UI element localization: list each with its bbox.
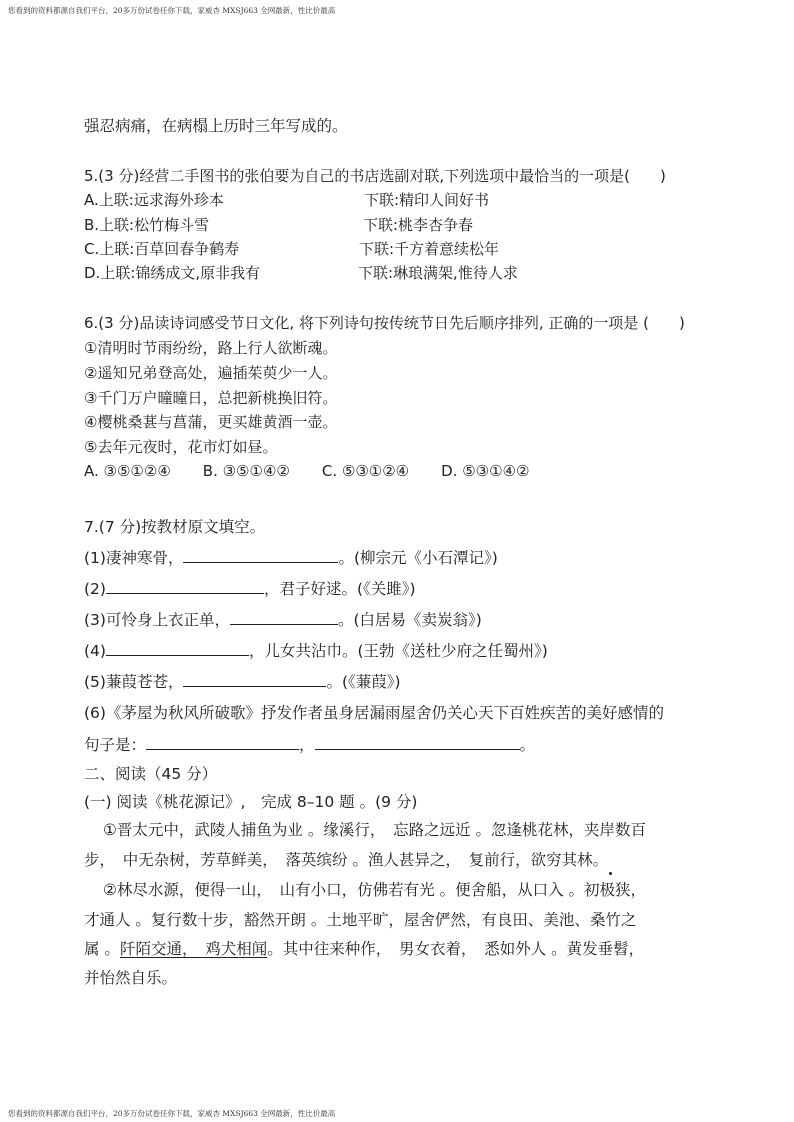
q7-blank-4[interactable] <box>106 641 249 656</box>
q7-item-6-period: 。 <box>519 736 536 754</box>
q5-option-a-up: A.上联:远求海外珍本 <box>84 191 224 209</box>
q7-item-6-answer <box>84 735 535 755</box>
q7-item-5-prefix: (5)蒹葭苍苍， <box>84 673 184 691</box>
q7-item-4 <box>84 641 548 661</box>
passage-line-4: 才通人 。复行数十步，豁然开朗 。土地平旷，屋舍俨然，有良田、美池、桑竹之 <box>84 911 637 929</box>
q7-item-1-source: 。(柳宗元《小石潭记》) <box>338 549 498 567</box>
q7-item-5-source: 。(《蒹葭》) <box>326 673 401 691</box>
q5-option-a <box>84 190 684 210</box>
q6-line-3: ③千门万户曈曈日，总把新桃换旧符。 <box>84 389 338 407</box>
reading-subheading: (一) 阅读《桃花源记》, 完成 8–10 题 。(9 分) <box>84 793 418 811</box>
q7-item-2-prefix: (2) <box>84 580 106 598</box>
passage-line-5 <box>84 939 644 959</box>
q7-item-2-source: ，君子好逑。(《关雎》) <box>263 580 416 598</box>
q6-stem: 6.(3 分)品读诗词感受节日文化, 将下列诗句按传统节日先后顺序排列, 正确的一项是 ( ) <box>84 314 685 332</box>
q7-blank-3[interactable] <box>230 610 338 625</box>
q7-item-3-prefix: (3)可怜身上衣正单， <box>84 611 230 629</box>
q7-item-6: (6)《茅屋为秋风所破歌》抒发作者虽身居漏雨屋舍仍关心天下百姓疾苦的美好感情的 <box>84 704 664 722</box>
passage-line-6: 并怡然自乐。 <box>84 969 178 987</box>
q5-option-d <box>84 263 684 283</box>
passage-line-2: 步， 中无杂树，芳草鲜美， 落英缤纷 。渔人甚异之， 复前行，欲穷其林。 <box>84 851 609 869</box>
q7-item-4-prefix: (4) <box>84 642 106 660</box>
emphasis-dot <box>609 872 612 875</box>
q6-option-a: A. ③⑤①②④ <box>84 462 171 480</box>
q5-option-d-up: D.上联:锦绣成文,原非我有 <box>84 264 261 282</box>
q6-line-2: ②遥知兄弟登高处，遍插茱萸少一人。 <box>84 364 338 382</box>
passage-line-3: ②林尽水源，便得一山， 山有小口，仿佛若有光 。便舍船，从口入 。初极狭， <box>103 881 647 899</box>
q6-options <box>84 461 529 481</box>
q7-item-1-prefix: (1)凄神寒骨， <box>84 549 184 567</box>
q7-item-6-comma: ， <box>299 736 315 754</box>
passage-line-5-start: 属 。 <box>84 940 120 958</box>
q5-option-a-down: 下联:精印人间好书 <box>364 191 490 209</box>
q5-option-c-down: 下联:千方着意续松年 <box>359 240 500 258</box>
q7-item-5 <box>84 672 401 692</box>
passage-line-1: ①晋太元中，武陵人捕鱼为业 。缘溪行， 忘路之远近 。忽逢桃花林，夹岸数百 <box>103 821 647 839</box>
q7-item-4-source: ，儿女共沾巾。(王勃《送杜少府之任蜀州》) <box>248 642 548 660</box>
q6-option-d: D. ⑤③①④② <box>441 462 530 480</box>
q5-option-b-up: B.上联:松竹梅斗雪 <box>84 216 210 234</box>
page-header-note: 您看到的资料都源自我们平台，20多万份试卷任你下载，家威杏 MXSJ663 全网最新，性比价最高 <box>8 6 336 15</box>
q6-option-c: C. ⑤③①②④ <box>321 462 410 480</box>
q6-line-5: ⑤去年元夜时，花市灯如昼。 <box>84 438 278 456</box>
q5-option-b <box>84 215 684 235</box>
q7-blank-1[interactable] <box>183 548 338 563</box>
q6-option-b: B. ③⑤①④② <box>202 462 290 480</box>
q7-blank-5[interactable] <box>183 672 326 687</box>
q5-option-c <box>84 239 684 259</box>
q6-line-1: ①清明时节雨纷纷，路上行人欲断魂。 <box>84 339 338 357</box>
q5-option-c-up: C.上联:百草回春争鹤寿 <box>84 240 240 258</box>
q7-blank-2[interactable] <box>106 579 264 594</box>
q7-item-3 <box>84 610 482 630</box>
q7-blank-7[interactable] <box>315 735 520 750</box>
continued-line: 强忍病痛，在病榻上历时三年写成的。 <box>84 117 348 135</box>
q6-line-4: ④樱桃桑葚与菖蒲，更买雄黄酒一壶。 <box>84 413 338 431</box>
q5-option-b-down: 下联:桃李杏争春 <box>363 216 474 234</box>
q7-item-1 <box>84 548 498 568</box>
page-footer-note: 您看到的资料都源自我们平台，20多万份试卷任你下载，家威杏 MXSJ663 全网最新，性比价最高 <box>8 1109 336 1118</box>
q7-item-6-prefix: 句子是： <box>84 736 147 754</box>
q7-item-3-source: 。(白居易《卖炭翁》) <box>337 611 482 629</box>
q7-blank-6[interactable] <box>146 735 299 750</box>
q5-stem: 5.(3 分)经营二手图书的张伯要为自己的书店选副对联,下列选项中最恰当的一项是( ) <box>84 167 666 185</box>
q5-option-d-down: 下联:琳琅满架,惟待人求 <box>358 264 518 282</box>
q7-item-2 <box>84 579 416 599</box>
underlined-phrase: 阡陌交通， 鸡犬相闻 <box>119 940 268 958</box>
passage-line-5-end: 。其中往来种作， 男女衣着， 悉如外人 。黄发垂髫， <box>267 940 645 958</box>
reading-heading: 二、阅读（45 分） <box>84 765 218 783</box>
q7-stem: 7.(7 分)按教材原文填空。 <box>84 518 266 536</box>
